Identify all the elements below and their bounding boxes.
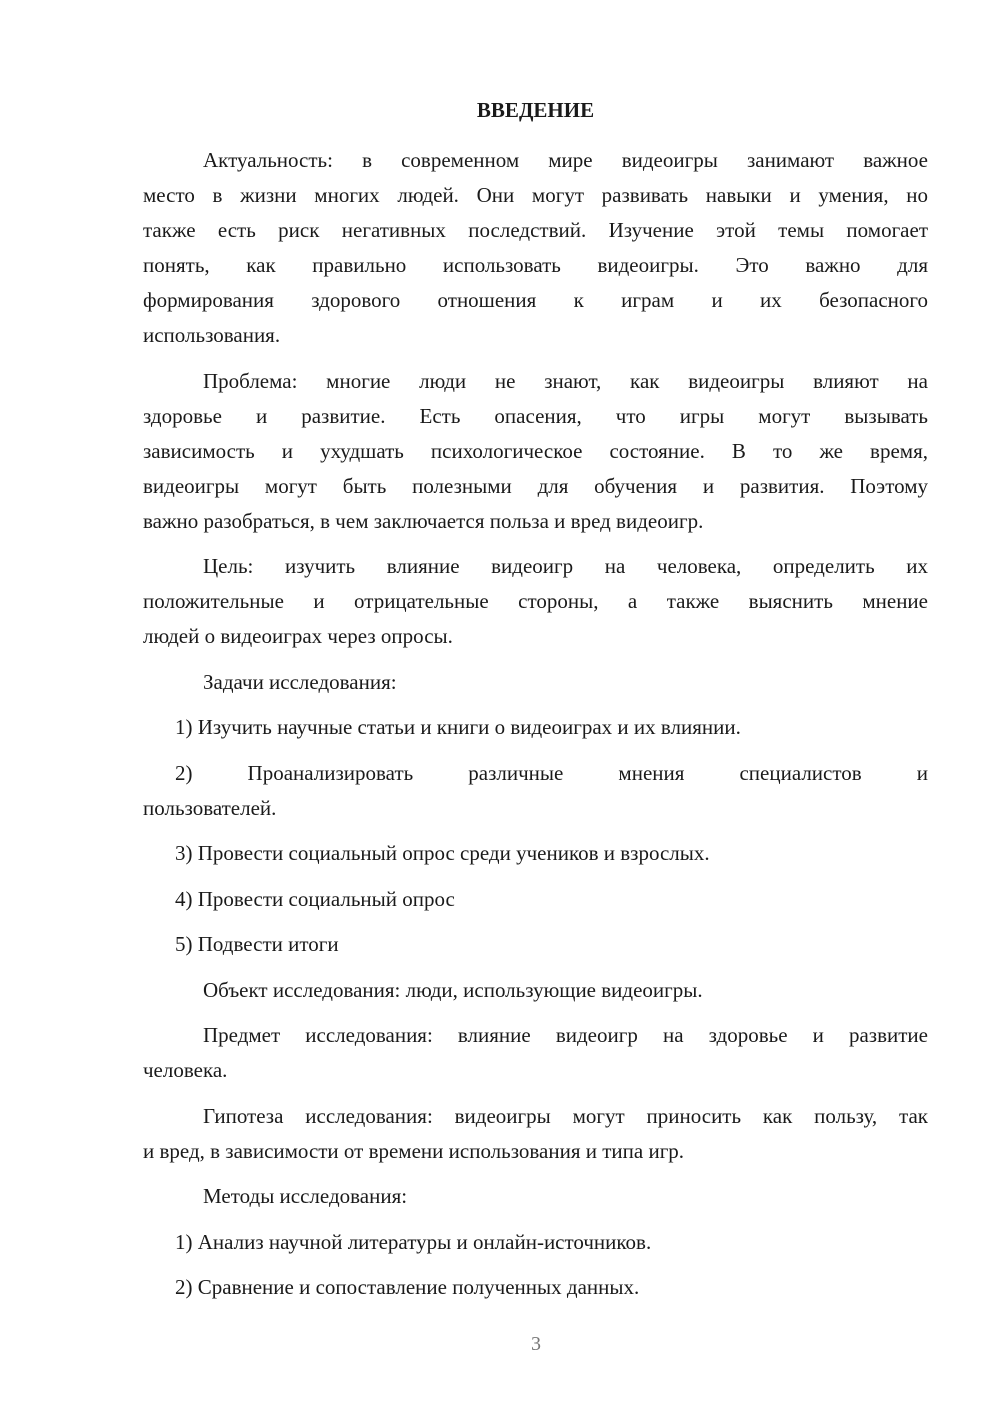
text-line: Предмет исследования: влияние видеоигр на здоровье и развитие	[203, 1023, 928, 1047]
list-item	[143, 1270, 928, 1305]
text-line: здоровье и развитие. Есть опасения, что игры могут вызывать	[143, 403, 928, 428]
text-line: 2) Проанализировать различные мнения специалистов и	[175, 760, 928, 785]
paragraph	[143, 1179, 928, 1214]
text-line: важно разобраться, в чем заключается польза и вред видеоигр.	[143, 508, 704, 533]
text-line: 1) Анализ научной литературы и онлайн-источников.	[175, 1229, 652, 1254]
document-body	[143, 143, 928, 1305]
paragraph	[143, 1099, 928, 1169]
text-line: Объект исследования: люди, использующие видеоигры.	[203, 977, 703, 1002]
paragraph	[143, 143, 928, 353]
text-line: положительные и отрицательные стороны, а также выяснить мнение	[143, 589, 928, 613]
paragraph	[143, 973, 928, 1008]
text-line: 3) Провести социальный опрос среди учеников и взрослых.	[175, 841, 710, 865]
list-item	[143, 710, 928, 745]
text-line: зависимость и ухудшать психологическое состояние. В то же время,	[143, 438, 928, 463]
text-line: формирования здорового отношения к играм и их безопасного	[143, 288, 928, 312]
paragraph	[143, 364, 928, 539]
text-line: Гипотеза исследования: видеоигры могут приносить как пользу, так	[203, 1103, 928, 1128]
text-line: 5) Подвести итоги	[175, 932, 339, 956]
paragraph	[143, 665, 928, 700]
paragraph	[143, 549, 928, 654]
text-line: место в жизни многих людей. Они могут развивать навыки и умения, но	[143, 183, 928, 207]
list-item	[143, 836, 928, 871]
text-line: человека.	[143, 1058, 228, 1082]
text-line: Актуальность: в современном мире видеоигры занимают важное	[203, 148, 928, 172]
text-line: понять, как правильно использовать видеоигры. Это важно для	[143, 253, 928, 277]
text-line: пользователей.	[143, 795, 277, 820]
list-item	[143, 882, 928, 917]
text-line: 1) Изучить научные статьи и книги о видеоиграх и их влиянии.	[175, 715, 741, 739]
page-number: 3	[531, 1333, 541, 1355]
text-line: 2) Сравнение и сопоставление полученных данных.	[175, 1275, 640, 1299]
list-item	[143, 1225, 928, 1260]
text-line: Методы исследования:	[203, 1184, 408, 1208]
text-line: 4) Провести социальный опрос	[175, 886, 455, 911]
list-item	[143, 927, 928, 962]
section-title: ВВЕДЕНИЕ	[476, 98, 595, 122]
text-line: Цель: изучить влияние видеоигр на человека, определить их	[203, 554, 928, 578]
text-line: видеоигры могут быть полезными для обучения и развития. Поэтому	[143, 473, 928, 498]
text-line: использования.	[143, 323, 281, 347]
paragraph	[143, 1018, 928, 1088]
text-line: Задачи исследования:	[203, 669, 397, 694]
document-page	[143, 93, 928, 1316]
text-line: людей о видеоиграх через опросы.	[143, 624, 453, 648]
text-line: Проблема: многие люди не знают, как видеоигры влияют на	[203, 368, 928, 393]
list-item	[143, 756, 928, 826]
text-line: также есть риск негативных последствий. Изучение этой темы помогает	[143, 218, 928, 242]
text-line: и вред, в зависимости от времени использования и типа игр.	[143, 1138, 685, 1163]
